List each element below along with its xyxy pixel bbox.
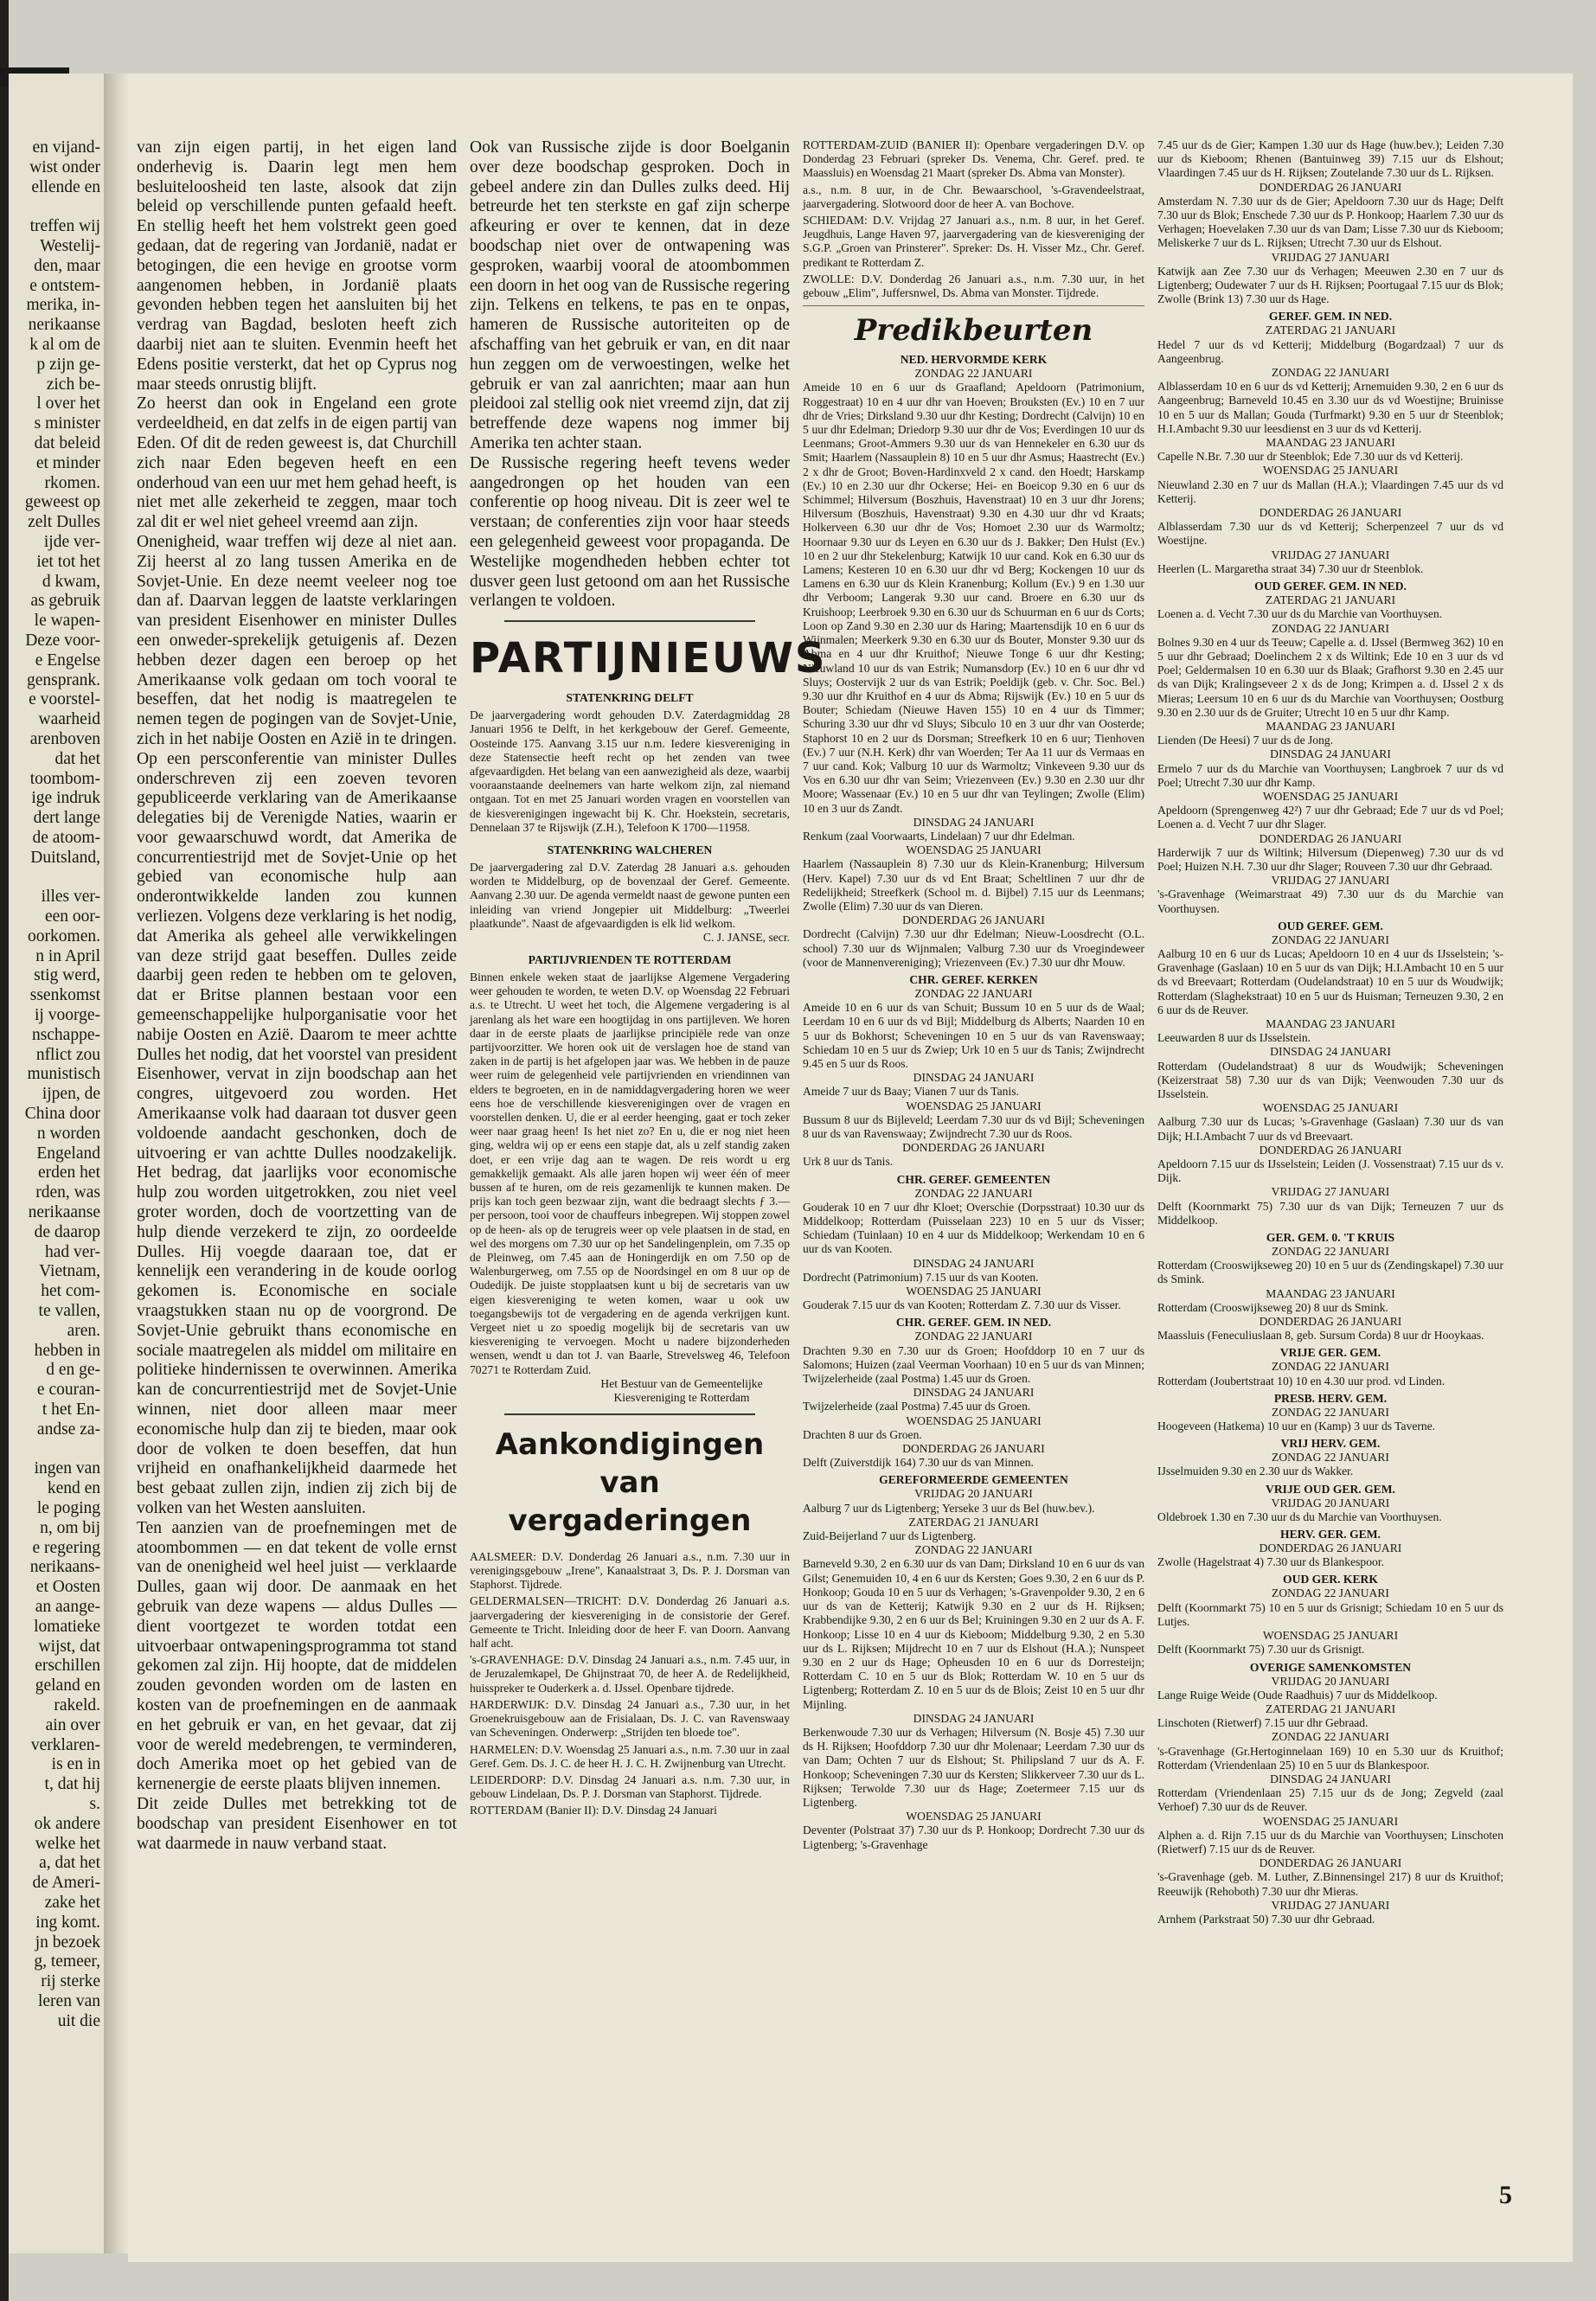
day-heading: MAANDAG 23 JANUARI xyxy=(1266,719,1395,733)
day-heading: DINSDAG 24 JANUARI xyxy=(1270,1772,1391,1785)
day-heading: ZONDAG 22 JANUARI xyxy=(1272,933,1389,946)
column-2 xyxy=(470,138,827,2206)
day-heading: VRIJDAG 20 JANUARI xyxy=(914,1487,1033,1501)
service-listing: Alphen a. d. Rijn 7.15 uur ds du Marchie van Voorthuysen; Linschoten (Rietwerf) 7.15 uur ds de Reuver. xyxy=(1157,1828,1503,1856)
previous-page-line: de Ameri- xyxy=(32,1874,100,1893)
service-listing: Deventer (Polstraat 37) 7.30 uur ds P. Honkoop; Dordrecht 7.30 uur ds Ligtenberg; 's-Gravenhage xyxy=(803,1823,1144,1851)
service-listing: Urk 8 uur ds Tanis. xyxy=(803,1155,894,1169)
day-heading: DONDERDAG 26 JANUARI xyxy=(1259,1541,1402,1555)
previous-page-line: nflict zou xyxy=(35,1045,100,1064)
day-heading: VRIJDAG 27 JANUARI xyxy=(1271,874,1390,888)
day-heading: DINSDAG 24 JANUARI xyxy=(1270,1045,1391,1059)
day-heading: VRIJDAG 27 JANUARI xyxy=(1271,1185,1390,1199)
article-paragraph: Ten aanzien van de proefnemingen met de atoombommen — en dat tekent de volle ernst van de onenigheid wel heel juist — verklaarde Dulles, gaan wij door. De aanmaak en het gebruik van deze wapens — aldus Dulles — dient voortgezet te worden totdat een uitvoerbaar ontwapeningsprogramma tot stand gekomen zal zijn. Hij hoopte, dat de middelen zouden gevonden worden om de lasten en kosten van de proefnemingen en de aanmaak en het gebruik er van, en het gevaar, dat zij voor de wereld medebrengen, te verminderen, doch Amerika moet op het gebied van de kernenergie de eerste plaats blijven innemen. xyxy=(137,1518,457,1794)
previous-page-line: ij voorge- xyxy=(34,1006,100,1025)
previous-page-line: e couran- xyxy=(36,1381,100,1400)
service-listing: 's-Gravenhage (Weimarstraat 49) 7.30 uur ds du Marchie van Voorthuysen. xyxy=(1157,888,1503,915)
day-heading: MAANDAG 23 JANUARI xyxy=(1266,1286,1395,1300)
service-listing: Dordrecht (Patrimonium) 7.15 uur ds van Kooten. xyxy=(803,1270,1039,1284)
previous-page-line: Deze voor- xyxy=(25,631,100,650)
previous-page-line: lomatieke xyxy=(34,1617,100,1636)
church-heading: OUD GER. KERK xyxy=(1283,1573,1378,1586)
announcement-item: LEIDERDORP: D.V. Dinsdag 24 Januari a.s. n.m. 7.30 uur, in gebouw Lindelaan, Ds. P. J. Dorsman van Staphorst. Tijdrede. xyxy=(470,1772,790,1801)
service-listing: 's-Gravenhage (Gr.Hertoginnelaan 169) 10 en 5.30 uur ds Kruithof; Rotterdam (Vriendenlaan 25) 10 en 5 uur ds Blankespoor. xyxy=(1157,1744,1503,1772)
previous-page-line: arenboven xyxy=(29,729,100,748)
service-listing: Amsterdam N. 7.30 uur ds de Gier; Apeldoorn 7.30 uur ds Hage; Delft 7.30 uur ds Blok; Enschede 7.30 uur ds P. Honkoop; Haarlem 7.30 uur ds Verhagen; Hoevelaken 7.30 uur ds van Dam; Lisse 7.30 uur ds Kieboom; Meliskerke 7 uur ds L. Rijksen; Utrecht 7.30 uur ds Elshout. xyxy=(1157,194,1503,250)
previous-page-line: nerikaans- xyxy=(29,1558,100,1577)
service-listing: Loenen a. d. Vecht 7.30 uur ds du Marchie van Voorthuysen. xyxy=(1157,607,1443,621)
previous-page-line: d en ge- xyxy=(46,1361,100,1380)
day-heading: WOENSDAG 25 JANUARI xyxy=(906,1810,1042,1823)
previous-page-line: geland en xyxy=(35,1676,100,1695)
previous-page-line: ing komt. xyxy=(35,1913,100,1932)
day-heading: ZONDAG 22 JANUARI xyxy=(1272,1405,1389,1419)
previous-page-line: zake het xyxy=(44,1893,100,1912)
article-paragraph: Zo heerst dan ook in Engeland een grote verdeeldheid, en dat zelfs in de eigen partij van Eden. Of dit de reden geweest is, dat Churchill zich naar Eden begeven heeft en een onderhoud van een uur met hem gehad heeft, is niet met alle zekerheid te zeggen, maar toch zal dit er wel niet geheel vreemd aan zijn. xyxy=(137,394,457,532)
previous-page-line: gensprank. xyxy=(26,670,100,689)
previous-page-line: stig werd, xyxy=(34,966,100,985)
day-heading: DONDERDAG 26 JANUARI xyxy=(1259,1143,1402,1157)
day-heading: ZATERDAG 21 JANUARI xyxy=(1265,593,1396,607)
service-listing: Apeldoorn (Sprengenweg 42²) 7 uur dhr Gebraad; Ede 7 uur ds vd Poel; Loenen a. d. Vecht 7 uur dhr Slager. xyxy=(1157,804,1503,831)
service-listing: Haarlem (Nassauplein 8) 7.30 uur ds Klein-Kranenburg; Hilversum (Herv. Kapel) 7.30 uur ds vd Ent Braat; Scheltlinen 7 uur dhr de Redelijkheid; Streefkerk (School m. d. Bijbel) 7.15 uur ds Leenmans; Zwolle (Elim) 7.30 uur ds van Dieren. xyxy=(803,857,1144,913)
previous-page-line: dat het xyxy=(54,749,100,768)
previous-page-line: k al om de xyxy=(29,335,100,354)
column-1 xyxy=(137,138,457,2206)
day-heading: DONDERDAG 26 JANUARI xyxy=(902,1442,1045,1456)
day-heading: MAANDAG 23 JANUARI xyxy=(1266,1016,1395,1030)
announcement-item: 's-GRAVENHAGE: D.V. Dinsdag 24 Januari a.s., n.m. 7.45 uur, in de Jeruzalemkapel, De Ghijnstraat 70, de heer A. de Redelijkheid, huisspreker te Ouderkerk a. d. IJssel. Openbare tijdrede. xyxy=(470,1653,790,1695)
announcement-item: AALSMEER: D.V. Donderdag 26 Januari a.s., n.m. 7.30 uur in verenigingsgebouw „Irene", Kanaalstraat 3, Ds. P. J. Dorsman van Staphorst. Tijdrede. xyxy=(470,1549,790,1592)
previous-page-line: s. xyxy=(89,1794,100,1813)
previous-page-line: zich be- xyxy=(46,375,100,394)
service-listing: Twijzelerheide (zaal Postma) 7.45 uur ds Groen. xyxy=(803,1400,1031,1413)
previous-page-line: ain over xyxy=(45,1715,100,1734)
aankondigingen-heading-line1: Aankondigingen van xyxy=(495,1426,765,1500)
newspaper-page xyxy=(128,74,1573,2262)
church-heading: NED. HERVORMDE KERK xyxy=(900,353,1048,367)
church-heading: HERV. GER. GEM. xyxy=(1280,1528,1381,1541)
partijnieuws-heading: PARTIJNIEUWS xyxy=(470,634,827,683)
previous-page-line: dert lange xyxy=(33,809,100,828)
service-listing: Hedel 7 uur ds vd Ketterij; Middelburg (Bogardzaal) 7 uur ds Aangeenbrug. xyxy=(1157,337,1503,365)
day-heading: DONDERDAG 26 JANUARI xyxy=(902,1141,1045,1155)
previous-page-line: s minister xyxy=(34,414,100,433)
previous-page-line: toombom- xyxy=(29,769,100,788)
church-heading: OUD GEREF. GEM. IN NED. xyxy=(1254,580,1407,593)
page-gutter xyxy=(104,74,128,2253)
service-listing: Ameide 10 en 6 uur ds van Schuit; Bussum 10 en 5 uur ds de Waal; Leerdam 10 en 6 uur ds vd Bijl; Middelburg ds Alberts; Naarden 10 en 5 uur ds Bokhorst; Scheveningen 10 en 5 uur ds van Ravenswaay; Schiedam 10 en 5 uur ds Zwiep; Urk 10 en 5 uur ds Tanis; Zwijndrecht 9.45 en 5 uur ds Roos. xyxy=(803,1001,1144,1070)
service-listing: Renkum (zaal Voorwaarts, Lindelaan) 7 uur dhr Edelman. xyxy=(803,829,1075,843)
previous-page-line: et minder xyxy=(35,453,100,472)
service-listing: Delft (Zuiverstdijk 164) 7.30 uur ds van Minnen. xyxy=(803,1456,1034,1470)
day-heading: ZONDAG 22 JANUARI xyxy=(914,986,1033,1000)
previous-page-line: l over het xyxy=(36,394,100,413)
column-3 xyxy=(803,138,1144,2206)
day-heading: DONDERDAG 26 JANUARI xyxy=(902,913,1045,927)
day-heading: DINSDAG 24 JANUARI xyxy=(913,1071,1035,1085)
previous-page-line: ijde ver- xyxy=(43,532,100,551)
previous-page-line: oorkomen. xyxy=(28,926,100,945)
previous-page-line: is en in xyxy=(51,1755,100,1774)
previous-page-line: ellende en xyxy=(31,177,100,196)
day-heading: DINSDAG 24 JANUARI xyxy=(913,1256,1035,1270)
day-heading: ZONDAG 22 JANUARI xyxy=(1272,1586,1389,1600)
previous-page-line: China door xyxy=(24,1105,100,1124)
previous-page-line: geweest op xyxy=(24,493,100,512)
previous-page-line: verklaren- xyxy=(30,1735,100,1754)
church-heading: OUD GEREF. GEM. xyxy=(1278,919,1383,933)
previous-page-line xyxy=(9,197,104,217)
day-heading: ZONDAG 22 JANUARI xyxy=(1272,1360,1389,1374)
previous-page-line: rakeld. xyxy=(54,1695,100,1715)
previous-page-line: andse za- xyxy=(36,1420,100,1439)
previous-page-line: wijst, dat xyxy=(38,1637,100,1656)
service-listing: Drachten 8 uur ds Groen. xyxy=(803,1427,922,1441)
church-heading: GER. GEM. 0. 'T KRUIS xyxy=(1266,1231,1395,1245)
previous-page-line: as gebruik xyxy=(30,592,100,611)
previous-page-line: het com- xyxy=(41,1282,100,1301)
day-heading: WOENSDAG 25 JANUARI xyxy=(1262,1814,1399,1828)
previous-page-line: n worden xyxy=(36,1124,100,1143)
service-listing: Aalburg 10 en 6 uur ds Lucas; Apeldoorn 10 en 4 uur ds IJsselstein; 's-Gravenhage (Gaslaan) 10 en 5 uur ds van Dijk; H.I.Ambacht 10 en 5 uur ds vd Breevaart; Rotterdam (Oudelandstraat) 10 en 5 uur ds Woudwijk; Rotterdam (Slaghekstraat) 10 en 5 uur ds Huisman; Terneuzen 9.30, 2 en 6 uur ds de Reuver. xyxy=(1157,946,1503,1016)
day-heading: WOENSDAG 25 JANUARI xyxy=(1262,1629,1399,1643)
day-heading: DONDERDAG 26 JANUARI xyxy=(1259,180,1402,194)
service-listing: Alblasserdam 7.30 uur ds vd Ketterij; Scherpenzeel 7 uur ds vd Woestijne. xyxy=(1157,520,1503,548)
service-listing: Berkenwoude 7.30 uur ds Verhagen; Hilversum (N. Bosje 45) 7.30 uur ds H. Rijksen; Hoofddorp 7.30 uur dhr Molenaar; Leerdam 7.30 uur ds van Dam; Ochten 7 uur ds Elshout; St. Philipsland 7 uur ds A. F. Honkoop; Scheveningen 7.30 uur ds Kersten; Slikkerveer 7.30 uur ds L. Rijksen; Terwolde 7.30 uur ds Hage; Zoetermeer 7.15 uur ds Ligtenberg. xyxy=(803,1725,1144,1809)
service-listing: Aalburg 7.30 uur ds Lucas; 's-Gravenhage (Gaslaan) 7.30 uur ds van Dijk; H.I.Ambacht 7 uur ds vd Breevaart. xyxy=(1157,1115,1503,1143)
service-listing: Lange Ruige Weide (Oude Raadhuis) 7 uur ds Middelkoop. xyxy=(1157,1688,1438,1702)
day-heading: MAANDAG 23 JANUARI xyxy=(1266,436,1395,450)
previous-page-line: nschappe- xyxy=(31,1025,100,1044)
previous-page-line: wist onder xyxy=(29,157,100,176)
column-4 xyxy=(1157,138,1503,2206)
service-listing: 's-Gravenhage (geb. M. Luther, Z.Binnensingel 217) 8 uur ds Kruithof; Reeuwijk (Rehoboth) 7.30 uur dhr Mieras. xyxy=(1157,1870,1503,1898)
previous-page-line: illes ver- xyxy=(41,888,100,907)
service-listing: Harderwijk 7 uur ds Wiltink; Hilversum (Diepenweg) 7.30 uur ds vd Poel; Huizen N.H. 7.30 uur dhr Slager; Rouveen 7.30 uur dhr Gebraad. xyxy=(1157,845,1503,873)
service-listing: Rotterdam (Vriendenlaan 25) 7.15 uur ds de Jong; Zegveld (zaal Verhoef) 7.30 uur ds de Reuver. xyxy=(1157,1786,1503,1814)
day-heading: ZATERDAG 21 JANUARI xyxy=(1265,1702,1396,1715)
service-listing: Aalburg 7 uur ds Ligtenberg; Yerseke 3 uur ds Bel (huw.bev.). xyxy=(803,1501,1095,1515)
previous-page-line: e Engelse xyxy=(35,651,100,670)
day-heading: WOENSDAG 25 JANUARI xyxy=(906,1099,1042,1112)
announcement-item: SCHIEDAM: D.V. Vrijdag 27 Januari a.s., n.m. 8 uur, in het Geref. Jeugdhuis, Lange Haven 97, jaarvergadering van de kiesvereniging der S.G.P. „Groen van Prinsterer". Spreker: Ds. H. Visser Mz., Chr. Geref. predikant te Rotterdam Z. xyxy=(803,214,1144,269)
service-listing: Arnhem (Parkstraat 50) 7.30 uur dhr Gebraad. xyxy=(1157,1912,1375,1926)
service-listing: Rotterdam (Oudelandstraat) 8 uur ds Woudwijk; Scheveningen (Keizerstraat 58) 7.30 uur ds van Dijk; Veenwouden 7.30 uur ds IJsselstein. xyxy=(1157,1059,1503,1100)
previous-page-line: le poging xyxy=(36,1498,100,1517)
service-listing: Nieuwland 2.30 en 7 uur ds Mallan (H.A.); Vlaardingen 7.45 uur ds vd Ketterij. xyxy=(1157,478,1503,505)
previous-page-line: had ver- xyxy=(44,1242,100,1261)
day-heading: ZONDAG 22 JANUARI xyxy=(1272,1451,1389,1465)
service-listing: Lienden (De Heesi) 7 uur ds de Jong. xyxy=(1157,734,1334,747)
previous-page-fragment xyxy=(9,74,104,2253)
service-listing: Delft (Koornmarkt 75) 10 en 5 uur ds Grisnigt; Schiedam 10 en 5 uur ds Lutjes. xyxy=(1157,1600,1503,1628)
article-paragraph: Dit zeide Dulles met betrekking tot de boodschap van president Eisenhower en tot wat daarmede in nauw verband staat. xyxy=(137,1794,457,1853)
service-listing: Maassluis (Feneculiuslaan 8, geb. Sursum Corda) 8 uur dr Hooykaas. xyxy=(1157,1329,1484,1343)
day-heading: DONDERDAG 26 JANUARI xyxy=(1259,1315,1402,1329)
previous-page-line: ijpen, de xyxy=(42,1085,100,1104)
church-heading: CHR. GEREF. KERKEN xyxy=(909,972,1038,986)
announcement-item: GELDERMALSEN—TRICHT: D.V. Donderdag 26 Januari a.s. jaarvergadering der kiesvereniging in de consistorie der Geref. Gemeente te Tricht. Inleiding door de heer F. van Doorn. Aanvang half acht. xyxy=(470,1594,790,1650)
previous-page-line: waarheid xyxy=(38,710,100,729)
previous-page-line: le wapen- xyxy=(34,612,100,631)
day-heading: DONDERDAG 26 JANUARI xyxy=(1259,506,1402,520)
previous-page-line: de daarop xyxy=(34,1222,100,1241)
day-heading: ZATERDAG 21 JANUARI xyxy=(908,1515,1039,1529)
announcement-item: a.s., n.m. 8 uur, in de Chr. Bewaarschool, 's-Gravendeelstraat, jaarvergadering. Slotwoord door de heer A. van Bochove. xyxy=(803,183,1144,210)
previous-page-line: merika, in- xyxy=(26,296,100,315)
service-listing: Bussum 8 uur ds Bijleveld; Leerdam 7.30 uur ds vd Bijl; Scheveningen 8 uur ds van Ravenswaay; Zwijndrecht 7.30 uur ds Roos. xyxy=(803,1112,1144,1140)
page-number: 5 xyxy=(1499,2181,1512,2209)
day-heading: ZATERDAG 21 JANUARI xyxy=(1265,324,1396,337)
previous-page-line: Duitsland, xyxy=(30,848,100,867)
day-heading: ZONDAG 22 JANUARI xyxy=(914,1186,1033,1200)
previous-page-line: iet tot het xyxy=(36,552,100,571)
announcement-item: HARMELEN: D.V. Woensdag 25 Januari a.s., n.m. 7.30 uur in zaal Geref. Gem. Ds. J. C. de heer H. J. C. H. Zwijnenburg van Utrecht. xyxy=(470,1742,790,1770)
rotterdam-signature: Het Bestuur van de Gemeentelijke Kiesvereniging te Rotterdam xyxy=(600,1376,763,1404)
service-listing: Alblasserdam 10 en 6 uur ds vd Ketterij; Arnemuiden 9.30, 2 en 6 uur ds Aangeenbrug; Barneveld 10.45 en 3.30 uur ds vd Woestijne; Bruinisse 10 en 5 uur ds Mallan; Gouda (Turfmarkt) 9.30 en 5 uur dr Steenblok; H.I.Ambacht 9.30 uur leesdienst en 3 uur ds vd Ketterij. xyxy=(1157,380,1503,435)
statenkring-walcheren-heading: STATENKRING WALCHEREN xyxy=(547,843,713,856)
section-rule xyxy=(504,1413,755,1415)
service-listing: Linschoten (Rietwerf) 7.15 uur dhr Gebraad. xyxy=(1157,1716,1368,1730)
statenkring-delft-text: De jaarvergadering wordt gehouden D.V. Zaterdagmiddag 28 Januari 1956 te Delft, in het kerkgebouw der Geref. Gemeente, Oosteinde 175. Aanvang 3.15 uur n.m. Iedere kiesvereniging in deze Statensectie heeft recht op het zenden van twee afgevaardigden. Het belang van een aanwezigheid als deze, waarbij vooraanstaande deelnemers van harte welkom zijn, zal niemand ontgaan. Tot en met 25 Januari worden vragen en voorstellen van de kiesverenigingen ingewacht bij K. Chr. Hoekstein, secretaris, Dennelaan 37 te Rijswijk (Z.H.), Telefoon K 1700—11958. xyxy=(470,708,790,834)
previous-page-line: Engeland xyxy=(36,1144,100,1163)
previous-page-line: een oor- xyxy=(44,907,100,926)
announcement-item: ZWOLLE: D.V. Donderdag 26 Januari a.s., n.m. 7.30 uur, in het gebouw „Elim", Juffersnwel, Ds. Abma van Monster. Tijdrede. xyxy=(803,272,1144,300)
previous-page-line: zelt Dulles xyxy=(28,513,100,532)
previous-page-line: g, temeer, xyxy=(34,1952,100,1971)
day-heading: WOENSDAG 25 JANUARI xyxy=(906,1285,1042,1298)
previous-page-line: p zijn ge- xyxy=(36,355,100,374)
previous-page-line: ige indruk xyxy=(31,789,100,808)
service-listing: Gouderak 7.15 uur ds van Kooten; Rotterdam Z. 7.30 uur ds Visser. xyxy=(803,1298,1121,1312)
church-heading: VRIJ HERV. GEM. xyxy=(1280,1437,1381,1451)
church-heading: VRIJE OUD GER. GEM. xyxy=(1266,1482,1395,1496)
previous-page-line: te vallen, xyxy=(38,1302,100,1321)
previous-page-line: nerikaanse xyxy=(28,316,100,335)
statenkring-walcheren-text: De jaarvergadering zal D.V. Zaterdag 28 Januari a.s. gehouden worden te Middelburg, op de bovenzaal der Geref. Gemeente. Aanvang 2.30 uur. De agenda vermeldt naast de gewone punten een inleiding van vriend Jongepier uit Middelburg: „Tweerlei plaatkunde". Naast de afgevaardigden is elk lid welkom. xyxy=(470,860,790,930)
service-listing: Delft (Koornmarkt 75) 7.30 uur ds Grisnigt. xyxy=(1157,1643,1365,1657)
service-listing: Zuid-Beijerland 7 uur ds Ligtenberg. xyxy=(803,1529,977,1543)
previous-page-line: welke het xyxy=(35,1834,100,1853)
previous-page-line: ok andere xyxy=(34,1814,100,1833)
service-listing: Barneveld 9.30, 2 en 6.30 uur ds van Dam; Dirksland 10 en 6 uur ds van Gilst; Genemuiden 10, 4 en 6 uur ds Kersten; Goes 9.30, 2 en 6 uur ds P. Honkoop; Gouda 10 en 5 uur ds Verhagen; 's-Gravenpolder 9.30, 2 en 6 uur ds van de Ketterij; Katwijk 9.30 en 2 uur ds H. Rijksen; Krabbendijke 9.30, 2 en 6 uur ds Bel; Kruiningen 9.30 en 2 uur ds A. F. Honkoop; Lisse 10 en 4 uur ds Kieboom; Middelburg 9.30, 2 en 5.30 uur ds L. Rijksen; Mijdrecht 10 en 7 uur ds Elshout (H.A.); Nunspeet 9.30 en 2 uur ds Hage; Opheusden 10 en 6 uur ds Dorresteijn; Rotterdam C. 10 en 5 uur ds Blok; Rotterdam W. 10 en 5 uur ds Ligtenberg; Rotterdam Z. 10 en 5 uur ds de Blois; Zeist 10 en 5 uur dhr Mijnling. xyxy=(803,1557,1144,1711)
predikbeurten-heading: Predikbeurten xyxy=(854,313,1093,349)
day-heading: VRIJDAG 20 JANUARI xyxy=(1271,1496,1390,1509)
previous-page-line: n, om bij xyxy=(40,1518,100,1537)
aankondigingen-heading xyxy=(470,1426,790,1540)
previous-page-line: rden, was xyxy=(35,1183,100,1202)
previous-page-line: en vijand- xyxy=(32,138,100,157)
aankondigingen-heading-line2: vergaderingen xyxy=(508,1503,752,1538)
day-heading: ZONDAG 22 JANUARI xyxy=(1272,366,1389,380)
day-heading: DINSDAG 24 JANUARI xyxy=(913,815,1035,829)
day-heading: DINSDAG 24 JANUARI xyxy=(1270,747,1391,761)
section-rule xyxy=(504,620,755,622)
day-heading: VRIJDAG 27 JANUARI xyxy=(1271,548,1390,561)
previous-page-line: ingen van xyxy=(34,1459,100,1478)
service-listing: Gouderak 10 en 7 uur dhr Kloet; Overschie (Dorpsstraat) 10.30 uur ds Middelkoop; Rotterdam (Puisselaan 223) 10 en 5 uur ds Visser; Schiedam (Tuinlaan) 10 en 4 uur ds Middelkoop; Werkendam 10 en 6 uur ds van Kooten. xyxy=(803,1200,1144,1256)
previous-page-line: leren van xyxy=(37,1991,100,2010)
previous-page-line: e ontstem- xyxy=(29,276,100,295)
church-heading: PRESB. HERV. GEM. xyxy=(1273,1391,1388,1405)
previous-page-line: kend en xyxy=(47,1479,100,1498)
day-heading: DONDERDAG 26 JANUARI xyxy=(1259,831,1402,845)
rotterdam-text: Binnen enkele weken staat de jaarlijkse Algemene Vergadering weer gehouden te worden, te weten D.V. op Woensdag 22 Februari a.s. te Utrecht. U weet het toch, die Algemene vergadering is al jarenlang als het ware een hoogtijdag in ons partijleven. We horen daar in de eerste plaats de jaarlijkse principiële rede van onze partijvoorzitter. We horen ook uit de verslagen hoe de stand van zaken in de partij is het afgelopen jaar was. We hebben in de pauze weer ruim de gelegenheid vele partijvrienden en vriendinnen van elders te begroeten, en in de namiddagvergadering horen we weer eens hoe de verschillende kiesverenigingen over de vragen en voorstellen denken. U, die er al eerder heenging, gaat er toch zeker weer naar graag heen! Is het niet zo? En u, die er nog niet heen ging, weldra wij op er eens een stapje dat, als u zelf standig zaken doet, er een vrije dag aan te wagen. De reis wordt u erg gemakkelijk gemaakt. Als alle jaren hopen wij weer één of meer bussen af te huren, om de reis gezamenlijk te kunnen maken. De prijs kan toch geen bezwaar zijn, want die bedraagt slechts ƒ 3.— per persoon, tooi voor de chauffeurs inbegrepen. Wij stoppen zowel op de heen- als op de terugreis weer op vele plaatsen in de stad, en wel des morgens om 7.30 uur op het Sandelingenplein, om 7.35 op de Pleinweg, om 7.45 aan de Honingerdijk en om 7.50 op de Walenburgerweg, om 7.55 op de Noordsingel en om 8 uur op de Oudedijk. De juiste stopplaatsen kunt u bij de secretaris van uw eigen kiesvereniging te weten komen, waar u ook uw toegangsbewijs tot de vergadering en de agenda verkrijgen kunt. Vergeet niet u zo spoedig mogelijk bij de secretaris van uw kiesvereniging te vervoegen. Mocht u nadere bijzonderheden wensen, wendt u dan tot J. van Baarle, Strevelsweg 46, Telefoon 70271 te Rotterdam Zuid. xyxy=(470,970,790,1376)
service-listing: Zwolle (Hagelstraat 4) 7.30 uur ds Blankespoor. xyxy=(1157,1555,1384,1569)
previous-page-line: n in April xyxy=(35,946,100,965)
previous-page-line: jn bezoek xyxy=(35,1932,100,1952)
service-listing: Capelle N.Br. 7.30 uur dr Steenblok; Ede 7.30 uur ds vd Ketterij. xyxy=(1157,450,1464,464)
service-listing: Drachten 9.30 en 7.30 uur ds Groen; Hoofddorp 10 en 7 uur ds Salomons; Huizen (zaal Veerman Voorhaan) 10 en 5 uur ds van Minnen; Twijzelerheide (zaal Postma) 1.45 uur ds Groen. xyxy=(803,1343,1144,1386)
previous-page-line: e regering xyxy=(32,1538,100,1557)
service-listing: Dordrecht (Calvijn) 7.30 uur dhr Edelman; Nieuw-Loosdrecht (O.L. school) 7.30 uur ds Wijnmalen; Valburg 7.30 uur ds Vroegindeweer (voor de Mannenvereniging); Vriezenveen (Ev.) 7.30 uur dhr Mouw. xyxy=(803,927,1144,969)
article-paragraph: Onenigheid, waar treffen wij deze al niet aan. Zij heerst al zo lang tussen Amerika en de Sovjet-Unie. En deze neemt veeleer nog toe dan af. Daarvan leggen de laatste verklaringen van president Eisenhower en minister Dulles een onweder-sprekelijk getuigenis af. Dezen hebben dezer dagen een beroep op het Amerikaanse volk gedaan om toch vooral te beseffen, dat het nodig is maatregelen te nemen tegen de pogingen van de Sovjet-Unie, zich in het nabije Oosten en Azië in te dringen. Op een persconferentie van minister Dulles onderschreven zij een zoeven tevoren gepubliceerde verklaring van de Amerikaanse delegaties bij de Verenigde Naties, waarin er voor gewaarschuwd wordt, dat Amerika de concurrentiestrijd met de Sovjet-Unie op het gebied van economische hulp aan onderontwikkelde landen zou kunnen verliezen. Volgens deze verklaring is het nodig, dat Amerika als geheel alle verwikkelingen van deze strijd gaat beseffen. Dulles zeide daarbij geen reden te hebben om te geloven, dat er Britse plannen bestaan voor een gemeenschappelijke hulporganisatie voor het nabije Oosten en Azië. Daarom te meer achtte Dulles het nodig, dat het voorstel van president Eisenhower, vervat in zijn boodschap aan het congres, uitgevoerd zou worden. Het Amerikaanse volk had daaraan tot dusver geen voldoende aandacht geschonken, doch de uitvoering er van achtte Dulles noodzakelijk. Het bedrag, dat jaarlijks voor economische hulp zou worden uitgetrokken, zou niet veel groter worden, doch de voortzetting van de hulp diende verzekerd te zijn, zo oordeelde Dulles. Hij voegde daaraan toe, dat er kennelijk een verandering in de koude oorlog gekomen is. Economische en sociale vraagstukken staan nu op de voorgrond. De Sovjet-Unie gebruikt thans economische en sociale maatregelen als middel om militaire en politieke hindernissen te overwinnen. Amerika kan de concurrentiestrijd met de Sovjet-Unie winnen, niet door alleen maar meer economische hulp dan zij te bieden, maar ook door de volken te doen beseffen, dat hun vrijheid en onafhankelijkheid daarmede het best gebaat zullen zijn, indien zij zich bij de volken van het Westen aansluiten. xyxy=(137,532,457,1517)
announcement-item: ROTTERDAM (Banier II): D.V. Dinsdag 24 Januari xyxy=(470,1804,717,1817)
previous-page-line: erden het xyxy=(37,1163,100,1183)
service-listing: Ermelo 7 uur ds du Marchie van Voorthuysen; Langbroek 7 uur ds vd Poel; Utrecht 7.30 uur dhr Kamp. xyxy=(1157,761,1503,789)
day-heading: WOENSDAG 25 JANUARI xyxy=(906,843,1042,857)
previous-page-line: hebben in xyxy=(34,1341,100,1360)
previous-page-line: rij sterke xyxy=(41,1972,100,1991)
previous-page-line: Westelij- xyxy=(40,236,100,255)
day-heading: ZONDAG 22 JANUARI xyxy=(914,1330,1033,1343)
church-heading: OVERIGE SAMENKOMSTEN xyxy=(1249,1660,1412,1674)
previous-page-line: ssenkomst xyxy=(29,986,100,1005)
service-listing: 7.45 uur ds de Gier; Kampen 1.30 uur ds Hage (huw.bev.); Leiden 7.30 uur ds Kieboom; Rhenen (Bantuinweg 39) 7.15 uur ds Elshout; Vlaardingen 7.45 uur ds H. Rijksen; Zoutelande 7.30 uur ds L. Rijksen. xyxy=(1157,138,1503,180)
previous-page-line: treffen wij xyxy=(29,217,100,236)
rotterdam-heading: PARTIJVRIENDEN TE ROTTERDAM xyxy=(528,952,732,966)
previous-page-line: rkomen. xyxy=(44,473,100,492)
previous-page-line: t het En- xyxy=(42,1400,100,1419)
previous-page-line: Vietnam, xyxy=(39,1262,100,1281)
day-heading: ZONDAG 22 JANUARI xyxy=(914,1543,1033,1557)
day-heading: WOENSDAG 25 JANUARI xyxy=(906,1413,1042,1427)
article-paragraph: Ook van Russische zijde is door Boelganin over deze boodschap gesproken. Doch in gebeel andere zin dan Dulles zulks deed. Hij betreurde het ten sterkste en gaf zijn scherpe afkeuring er over te kennen, dat in deze boodschap niet over de ontwapening was gesproken, waarbij vooral de atoombommen een doorn in het oog van de Russische regering zijn. Telkens en telkens, te pas en te onpas, hameren de Russische autoriteiten op de afschaffing van het gebruik er van, en dit naar hun zeggen om de verwoestingen, welke het gebruik er van zal aanrichten; maar aan hun pleidooi zal stellig ook niet vreemd zijn, dat zij betreffende deze wapens nog immer bij Amerika ten achter staan. xyxy=(470,138,790,452)
church-heading: GEREFORMEERDE GEMEENTEN xyxy=(879,1473,1068,1487)
service-listing: Oldebroek 1.30 en 7.30 uur ds du Marchie van Voorthuysen. xyxy=(1157,1509,1442,1523)
service-listing: Delft (Koornmarkt 75) 7.30 uur ds van Dijk; Terneuzen 7 uur ds Middelkoop. xyxy=(1157,1199,1503,1227)
service-listing: Leeuwarden 8 uur ds IJsselstein. xyxy=(1157,1031,1311,1045)
previous-page-line: uit die xyxy=(57,2011,100,2030)
day-heading: ZONDAG 22 JANUARI xyxy=(1272,621,1389,635)
previous-page-line: den, maar xyxy=(34,256,100,275)
previous-page-line xyxy=(9,868,104,888)
previous-page-line: de atoom- xyxy=(32,828,100,847)
day-heading: DONDERDAG 26 JANUARI xyxy=(1259,1856,1402,1870)
day-heading: ZONDAG 22 JANUARI xyxy=(1272,1730,1389,1744)
service-listing: Ameide 10 en 6 uur ds Graafland; Apeldoorn (Patrimonium, Roggestraat) 10 en 4 uur dhr van Hoeven; Brouksten (Ev.) 10 en 7 uur dhr de Vries; Dirksland 9.30 uur dhr Kesting; Dordrecht (Calvijn) 10 en 5 uur dhr Edelman; Driedorp 9.30 uur dhr de Vos; Everdingen 10 uur ds Leenmans; Groot-Ammers 9.30 uur ds van Hennekeler en 6.30 uur ds Smit; Haarlem (Nassauplein 8) 10 en 5 uur dhr Asmus; Haastrecht (Ev.) 2 x dhr de Groot; Boven-Hardinxveld 2 x cand. den Hoedt; Harskamp (Ev.) 10 en 2.30 uur dhr Ockerse; Hei- en Boeicop 9.30 en 6 uur ds Schimmel; Hilversum (Boszhuis, Havenstraat) 10 en 3 uur dhr Jorens; Hilversum (Boszhuis, Havenstraat) 9.30 en 4.30 uur dhr vd Kraats; Holkerveen 6.30 uur dhr de Vos; Homoet 2.30 uur ds Warmoltz; Hoornaar 9.30 uur ds Leyen en 6.30 uur ds J. Bakker; Den Hulst (Ev.) 10 en 2 uur dhr Stekelenburg; Katwijk 10 uur cand. Kok en 6.30 uur ds Lamens; Kesteren 10 en 6.30 uur dhr vd Berg; Kockengen 10 uur ds Lamens en 6.30 uur ds Klein Kranenburg; Kollum (Ev.) 9 en 1.30 uur dhr Verboom; Langerak 9.30 uur cand. Broere en 6.30 uur ds Kruishoop; Leerbroek 9.30 en 6.30 uur ds Schuurman en 6 uur ds Corts; Loon op Zand 9.30 en 2.30 uur ds Haring; Maartensdijk 10 en 6 uur ds Wijnmalen; Meerkerk 9.30 en 6.30 uur ds Bouter, Monster 9.30 uur ds Abma en 4 uur dhr Kruithof; Nieuwe Tonge 6 uur dhr Kesting; Nieuwland 10 uur ds van Estrik; Numansdorp (Ev.) 10 en 6 uur dhr vd Sluys; Oostervijk 2 uur ds van Estrik; Poeldijk (geb. v. Chr. Soc. Bel.) 9.30 uur dhr Kruithof en 4 uur ds Abma; Rijswijk (Ev.) 10 en 5 uur ds Bouter; Schiedam (Nieuwe Haven 155) 10 en 4 uur ds Timmer; Schuring 3.30 uur dhr vd Sluys; Sibculo 10 en 3 uur dhr van Oosterde; Staphorst 10 en 2 uur ds Dorsman; Streefkerk 10 en 6 uur; Tienhoven (Ev.) 7 uur (N.H. Kerk) dhr van Woerden; Ter Aa 11 uur ds Vermaas en 7 uur cand. Kok; Valburg 10 uur ds Warmoltz; Vinkeveen 9.30 uur ds Vos en 6.30 uur dhr van Seim; Vriezenveen (Ev.) 9.30 en 2.30 uur dhr Moore; Wassenaar (Ev.) 10 en 5 uur dhr van Teylingen; Zwolle (Elim) 10 en 3 uur ds Zandt. xyxy=(803,381,1144,815)
service-listing: Hoogeveen (Hatkema) 10 uur en (Kamp) 3 uur ds Taverne. xyxy=(1157,1420,1436,1433)
binding-edge xyxy=(0,0,9,2301)
previous-page-line: erschillen xyxy=(35,1657,100,1676)
day-heading: DINSDAG 24 JANUARI xyxy=(913,1711,1035,1725)
church-heading: CHR. GEREF. GEMEENTEN xyxy=(896,1172,1051,1186)
previous-page-line: a, dat het xyxy=(39,1854,100,1873)
service-listing: Ameide 7 uur ds Baay; Vianen 7 uur ds Tanis. xyxy=(803,1085,1019,1099)
section-rule xyxy=(803,305,1144,306)
church-heading: GEREF. GEM. IN NED. xyxy=(1268,310,1393,324)
day-heading: ZONDAG 22 JANUARI xyxy=(914,367,1033,381)
previous-page-line: t, dat hij xyxy=(44,1775,100,1794)
article-paragraph: De Russische regering heeft tevens weder aangedrongen op het houden van een conferentie op hoog niveau. Dit is zeer wel te verstaan; de conferenties zijn voor haar steeds een gelegenheid geweest voor propaganda. De Westelijke mogendheden hebben echter tot dusver geen lust getoond om aan het Russische verlangen te voldoen. xyxy=(470,453,790,611)
previous-page-line: aren. xyxy=(67,1321,100,1340)
day-heading: VRIJDAG 27 JANUARI xyxy=(1271,1898,1390,1912)
service-listing: Bolnes 9.30 en 4 uur ds Teeuw; Capelle a. d. IJssel (Bermweg 362) 10 en 5 uur dhr Gebraad; Doelinchem 2 x ds Wiltink; Ede 10 en 3 uur ds vd Poel; Geldermalsen 10 en 6.30 uur ds Blaak; Grafhorst 9.30 en 2.45 uur ds van Dijk; Kralingseveer 2 x ds de Jong; Krimpen a. d. IJssel 2 x ds Mieras; Leersum 10 en 6 uur ds du Marchie van Voorthuysen; Oostburg 9.30 en 2.30 uur ds de Gruiter; Utrecht 10 en 5 uur dhr Kamp. xyxy=(1157,635,1503,719)
service-listing: IJsselmuiden 9.30 en 2.30 uur ds Wakker. xyxy=(1157,1465,1354,1478)
day-heading: WOENSDAG 25 JANUARI xyxy=(1262,1101,1399,1115)
article-paragraph: van zijn eigen partij, in het eigen land onderhevig is. Daarin legt men hem besluiteloosheid ten laste, alsook dat zijn beleid op verschillende punten gefaald heeft. En stellig heeft het hem volstrekt geen goed gedaan, dat de regering van Jordanië, nadat er betogingen, die een hevige en grootse vorm aangenomen hebben, in Jordanië plaats gevonden hebben tegen het aansluiten bij het verdrag van Bagdad, besloten heeft zich daarbij niet aan te sluiten. Evenmin heeft het Edens positie versterkt, dat het op Cyprus nog maar steeds onrustig blijft. xyxy=(137,138,457,394)
service-listing: Rotterdam (Crooswijkseweg 20) 8 uur ds Smink. xyxy=(1157,1300,1388,1314)
day-heading: VRIJDAG 20 JANUARI xyxy=(1271,1674,1390,1688)
previous-page-line xyxy=(9,1440,104,1460)
walcheren-signature: C. J. JANSE, secr. xyxy=(702,930,790,944)
announcement-item: ROTTERDAM-ZUID (BANIER II): Openbare vergaderingen D.V. op Donderdag 23 Februari (spreker Ds. Venema, Chr. Geref. pred. te Maassluis) en Woensdag 21 Maart (spreker Ds. Abma van Monster). xyxy=(803,138,1144,180)
statenkring-delft-heading: STATENKRING DELFT xyxy=(566,691,694,705)
previous-page-line: munistisch xyxy=(27,1065,100,1084)
service-listing: Rotterdam (Crooswijkseweg 20) 10 en 5 uur ds (Zendingskapel) 7.30 uur ds Smink. xyxy=(1157,1259,1503,1286)
day-heading: WOENSDAG 25 JANUARI xyxy=(1262,789,1399,803)
church-heading: CHR. GEREF. GEM. IN NED. xyxy=(895,1316,1052,1330)
announcement-item: HARDERWIJK: D.V. Dinsdag 24 Januari a.s., 7.30 uur, in het Groenekruisgebouw aan de Frisialaan, Ds. J. C. van Ravenswaay van Scheveningen. Onderwerp: „Strijden ten bloede toe". xyxy=(470,1697,790,1740)
previous-page-line: an aange- xyxy=(35,1597,100,1616)
day-heading: DINSDAG 24 JANUARI xyxy=(913,1386,1035,1400)
previous-page-line: dat beleid xyxy=(34,433,100,452)
day-heading: VRIJDAG 27 JANUARI xyxy=(1271,250,1390,264)
church-heading: VRIJE GER. GEM. xyxy=(1279,1346,1381,1360)
day-heading: WOENSDAG 25 JANUARI xyxy=(1262,464,1399,478)
service-listing: Rotterdam (Joubertstraat 10) 10 en 4.30 uur prod. vd Linden. xyxy=(1157,1374,1445,1388)
previous-page-line: nerikaanse xyxy=(28,1203,100,1222)
day-heading: ZONDAG 22 JANUARI xyxy=(1272,1245,1389,1259)
service-listing: Katwijk aan Zee 7.30 uur ds Verhagen; Meeuwen 2.30 en 7 uur ds Ligtenberg; Oudewater 7 uur ds H. Rijksen; Poortugaal 7.15 uur ds Blok; Zwolle (Brink 13) 7.30 uur ds Hage. xyxy=(1157,264,1503,306)
service-listing: Heerlen (L. Margaretha straat 34) 7.30 uur dr Steenblok. xyxy=(1157,561,1424,575)
previous-page-line: et Oosten xyxy=(35,1578,100,1597)
previous-page-line: e voorstel- xyxy=(29,690,100,709)
service-listing: Apeldoorn 7.15 uur ds IJsselstein; Leiden (J. Vossenstraat) 7.15 uur ds v. Dijk. xyxy=(1157,1157,1503,1185)
previous-page-line: d kwam, xyxy=(42,572,100,591)
